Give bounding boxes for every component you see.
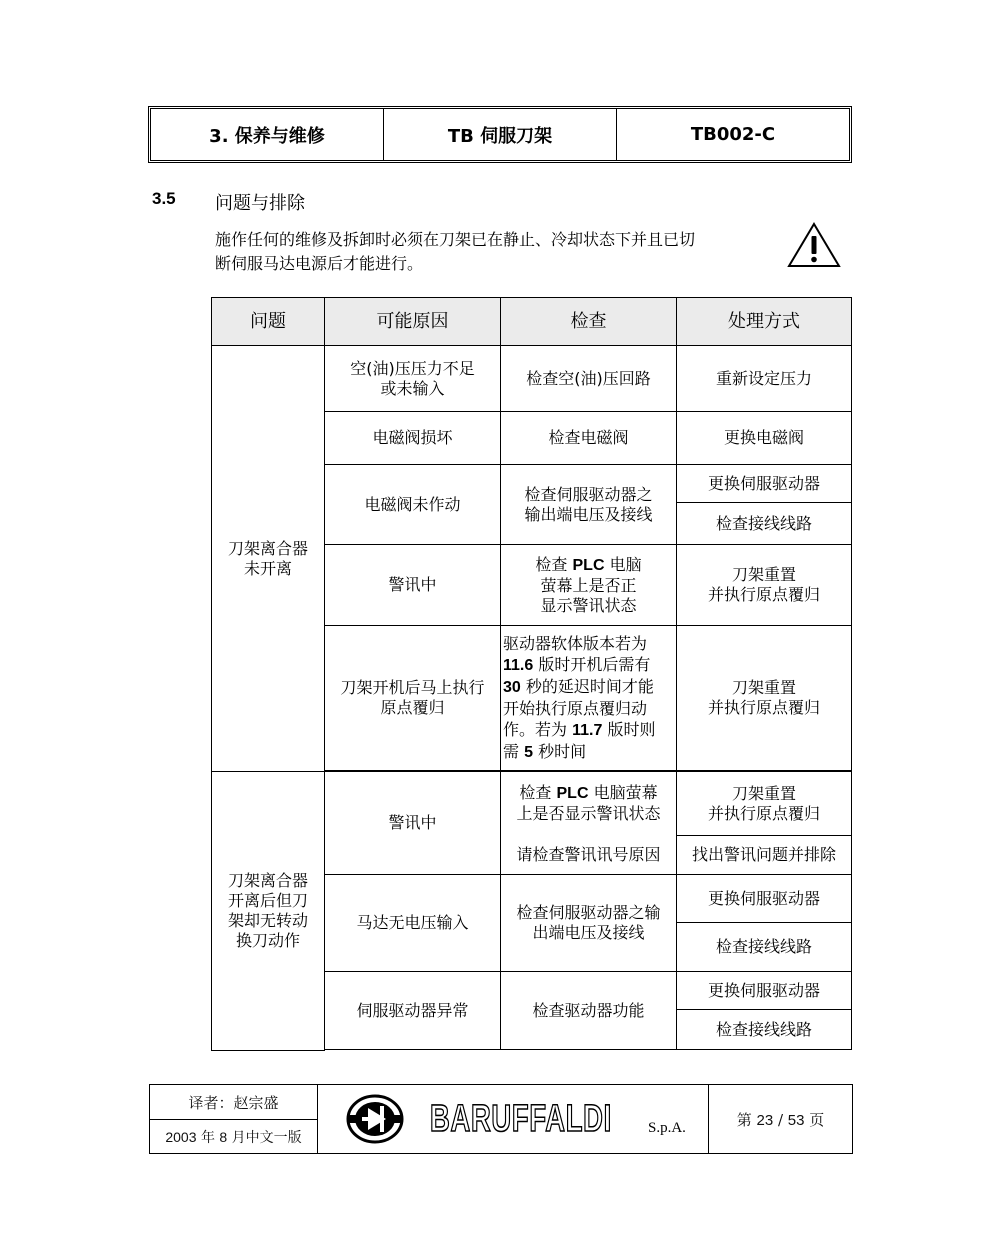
text-span: 秒时间 [533, 742, 587, 761]
text-span: 电脑萤幕 [588, 783, 658, 803]
action-cell [677, 772, 852, 836]
text-span: PLC [556, 785, 589, 803]
text-span: 5 [524, 744, 533, 761]
text-span: / [773, 1110, 788, 1129]
cause-cell [325, 626, 501, 771]
check-cell [501, 545, 677, 626]
check-cell: 检查驱动器功能 [501, 972, 677, 1050]
action-line: 并执行原点覆归 [707, 698, 820, 717]
cause-line: 刀架开机后马上执行 [340, 678, 485, 697]
cause-cell [325, 346, 501, 412]
document-header [148, 106, 852, 163]
cause-cell: 警讯中 [325, 545, 501, 626]
action-line: 刀架重置 [731, 783, 796, 803]
check-cell [501, 465, 677, 545]
warning-line: 断伺服马达电源后才能进行。 [215, 254, 424, 273]
action-cell: 重新设定压力 [677, 346, 852, 412]
action-cell: 检查接线线路 [677, 923, 852, 972]
column-header: 检查 [501, 298, 677, 346]
table-row [212, 772, 852, 836]
action-cell: 检查接线线路 [677, 1010, 852, 1050]
text-span: 作。若为 [503, 720, 573, 739]
brand-suffix: S.p.A. [648, 1119, 686, 1136]
check-line [503, 741, 674, 763]
problem-line: 开离后但刀 [227, 890, 308, 910]
action-cell: 更换伺服驱动器 [677, 875, 852, 923]
text-span: PLC [572, 556, 605, 574]
check-line: 显示警讯状态 [540, 595, 637, 615]
action-line: 刀架重置 [731, 678, 796, 697]
text-span: 11.7 [572, 722, 603, 739]
check-cell [501, 772, 677, 836]
check-line [503, 676, 674, 698]
check-cell: 检查电磁阀 [501, 412, 677, 465]
action-line: 刀架重置 [731, 565, 796, 584]
action-cell: 更换伺服驱动器 [677, 972, 852, 1010]
action-line: 并执行原点覆归 [707, 803, 820, 823]
text-span: 23 [756, 1111, 774, 1129]
check-cell [501, 875, 677, 972]
column-header: 可能原因 [325, 298, 501, 346]
text-span: 8 [219, 1128, 228, 1145]
check-line: 输出端电压及接线 [524, 504, 653, 524]
page-number [709, 1085, 853, 1154]
section-number: 3.5 [152, 189, 176, 208]
problem-line: 换刀动作 [235, 930, 300, 950]
check-cell [501, 626, 677, 771]
column-header: 问题 [212, 298, 325, 346]
action-cell: 更换伺服驱动器 [677, 465, 852, 503]
text-span: 第 [736, 1110, 757, 1129]
table-header-row [212, 298, 852, 346]
problem-line: 未开离 [243, 558, 292, 578]
text-span: 11.6 [503, 657, 534, 674]
text-span: 电脑 [604, 554, 642, 574]
action-cell: 找出警讯问题并排除 [677, 836, 852, 875]
check-cell: 请检查警讯讯号原因 [501, 836, 677, 875]
text-span: 年 [196, 1129, 220, 1146]
warning-triangle-icon [786, 221, 842, 269]
cause-cell: 电磁阀损坏 [325, 412, 501, 465]
check-line: 检查伺服驱动器之输 [516, 903, 661, 922]
problem-cell [212, 346, 325, 772]
section-title: 问题与排除 [215, 193, 305, 214]
text-span: 版时则 [602, 720, 656, 739]
text-span: 检查 [519, 783, 557, 803]
action-cell [677, 626, 852, 771]
problem-line: 刀架离合器 [227, 538, 308, 558]
text-span: 检查 [535, 554, 573, 574]
check-line [503, 783, 674, 804]
text-span: 版时开机后需有 [533, 655, 651, 674]
translator-label: 译者：赵宗盛 [150, 1085, 318, 1120]
troubleshooting-table [211, 297, 852, 1051]
action-cell: 检查接线线路 [677, 503, 852, 545]
cause-cell: 电磁阀未作动 [325, 465, 501, 545]
action-line: 并执行原点覆归 [707, 585, 820, 604]
check-line: 开始执行原点覆归动 [503, 699, 648, 718]
brand-name: BARUFFALDI [430, 1097, 612, 1140]
cause-cell: 警讯中 [325, 772, 501, 875]
check-line: 萤幕上是否正 [540, 575, 637, 595]
check-line: 上是否显示警讯状态 [516, 804, 661, 824]
brand-cell [318, 1085, 709, 1154]
text-span: 需 [503, 742, 525, 761]
check-line: 检查伺服驱动器之 [524, 484, 653, 504]
action-cell: 更换电磁阀 [677, 412, 852, 465]
check-line: 出端电压及接线 [532, 923, 645, 942]
action-cell [677, 545, 852, 626]
header-chapter: 3. 保养与维修 [151, 109, 384, 160]
cause-cell: 马达无电压输入 [325, 875, 501, 972]
document-footer [149, 1084, 853, 1154]
cause-line: 空(油)压压力不足 [350, 358, 475, 378]
text-span: 2003 [165, 1128, 197, 1145]
header-doc-code: TB002-C [690, 124, 776, 145]
edition-label [150, 1120, 318, 1154]
problem-line: 架却无转动 [227, 910, 308, 930]
problem-line: 刀架离合器 [227, 870, 308, 890]
warning-text [215, 228, 785, 276]
column-header: 处理方式 [677, 298, 852, 346]
text-span: 页 [804, 1110, 825, 1129]
warning-line: 施作任何的维修及拆卸时必须在刀架已在静止、冷却状态下并且已切 [215, 230, 696, 249]
check-line [503, 719, 674, 741]
cause-line: 或未输入 [380, 378, 445, 398]
cause-line: 原点覆归 [380, 698, 445, 717]
check-line [503, 555, 674, 576]
text-span: 30 [503, 679, 521, 696]
check-line: 驱动器软体版本若为 [503, 634, 648, 653]
header-product: TB 伺服刀架 [384, 109, 617, 160]
problem-cell [212, 772, 325, 1051]
check-line [503, 654, 674, 676]
check-cell: 检查空(油)压回路 [501, 346, 677, 412]
table-row [212, 346, 852, 412]
text-span: 秒的延迟时间才能 [520, 677, 654, 696]
baruffaldi-logo-icon [346, 1094, 404, 1144]
text-span: 53 [787, 1111, 805, 1129]
cause-cell: 伺服驱动器异常 [325, 972, 501, 1050]
text-span: 月中文一版 [227, 1129, 302, 1146]
